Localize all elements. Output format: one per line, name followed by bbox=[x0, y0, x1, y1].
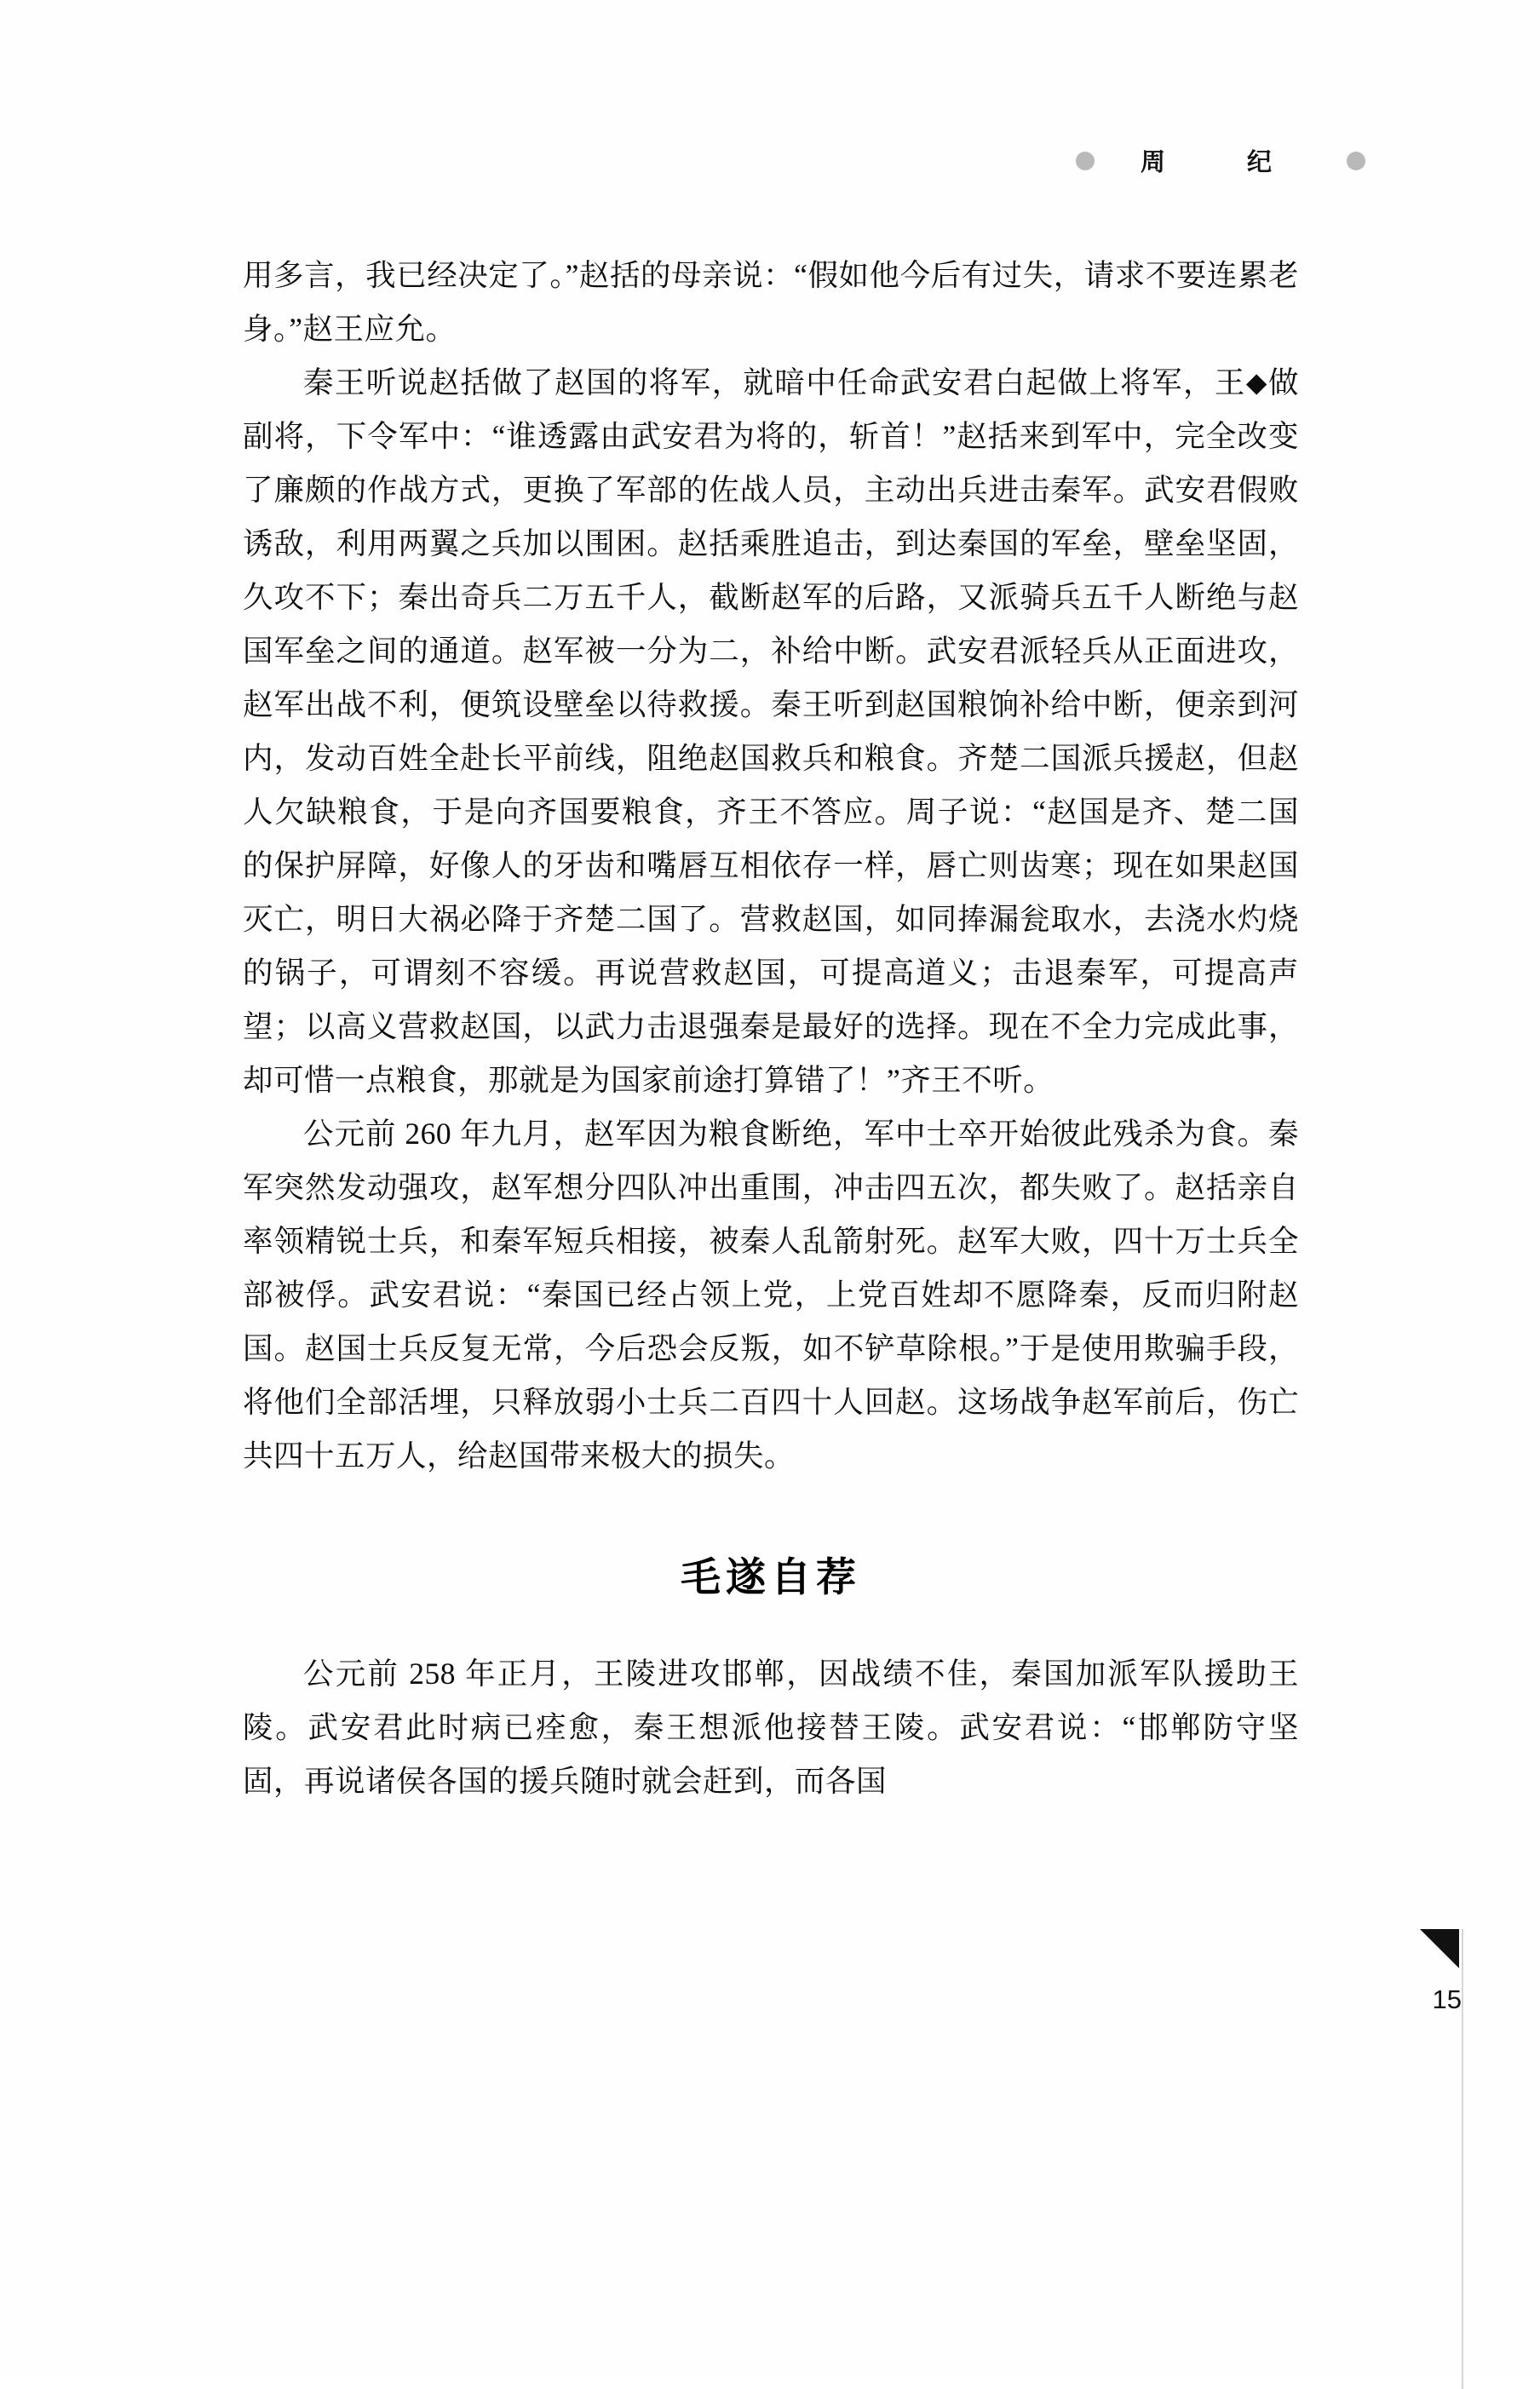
bullet-dot-icon bbox=[1347, 152, 1365, 170]
running-head-title: 周 纪 bbox=[1140, 149, 1309, 176]
page-edge-rule bbox=[1462, 1929, 1463, 2389]
corner-triangle-icon bbox=[1420, 1929, 1459, 1968]
bullet-dot-icon bbox=[1076, 152, 1095, 170]
page-number: 15 bbox=[1432, 1984, 1462, 2014]
paragraph: 公元前 260 年九月，赵军因为粮食断绝，军中士卒开始彼此残杀为食。秦军突然发动强攻，赵军想分四队冲出重围，冲击四五次，都失败了。赵括亲自率领精锐士兵，和秦军短兵相接，被秦人乱箭射死。赵军大败，四十万士兵全部被俘。武安君说：“秦国已经占领上党，上党百姓却不愿降秦，反而归附赵国。赵国士兵反复无常，今后恐会反叛，如不铲草除根。”于是使用欺骗手段，将他们全部活埋，只释放弱小士兵二百四十人回赵。这场战争赵军前后，伤亡共四十五万人，给赵国带来极大的损失。 bbox=[243, 1117, 1299, 1473]
paragraph: 秦王听说赵括做了赵国的将军，就暗中任命武安君白起做上将军，王⬥做副将，下令军中：“谁透露由武安君为将的，斩首！”赵括来到军中，完全改变了廉颇的作战方式，更换了军部的佐战人员，主动出兵进击秦军。武安君假败诱敌，利用两翼之兵加以围困。赵括乘胜追击，到达秦国的军垒，壁垒坚固，久攻不下；秦出奇兵二万五千人，截断赵军的后路，又派骑兵五千人断绝与赵国军垒之间的通道。赵军被一分为二，补给中断。武安君派轻兵从正面进攻，赵军出战不利，便筑设壁垒以待救援。秦王听到赵国粮饷补给中断，便亲到河内，发动百姓全赴长平前线，阻绝赵国救兵和粮食。齐楚二国派兵援赵，但赵人欠缺粮食，于是向齐国要粮食，齐王不答应。周子说：“赵国是齐、楚二国的保护屏障，好像人的牙齿和嘴唇互相依存一样，唇亡则齿寒；现在如果赵国灭亡，明日大祸必降于齐楚二国了。营救赵国，如同捧漏瓮取水，去浇水灼烧的锅子，可谓刻不容缓。再说营救赵国，可提高道义；击退秦军，可提高声望；以高义营救赵国，以武力击退强秦是最好的选择。现在不全力完成此事，却可惜一点粮食，那就是为国家前途打算错了！”齐王不听。 bbox=[243, 365, 1299, 1097]
section-heading: 毛遂自荐 bbox=[681, 1554, 861, 1599]
paragraph: 公元前 258 年正月，王陵进攻邯郸，因战绩不佳，秦国加派军队援助王陵。武安君此时病已痊愈，秦王想派他接替王陵。武安君说：“邯郸防守坚固，再说诸侯各国的援兵随时就会赶到，而各国 bbox=[243, 1657, 1299, 1798]
body-text-column bbox=[243, 249, 1299, 1808]
running-head bbox=[1076, 143, 1365, 178]
paragraph: 用多言，我已经决定了。”赵括的母亲说：“假如他今后有过失，请求不要连累老身。”赵王应允。 bbox=[243, 258, 1299, 346]
